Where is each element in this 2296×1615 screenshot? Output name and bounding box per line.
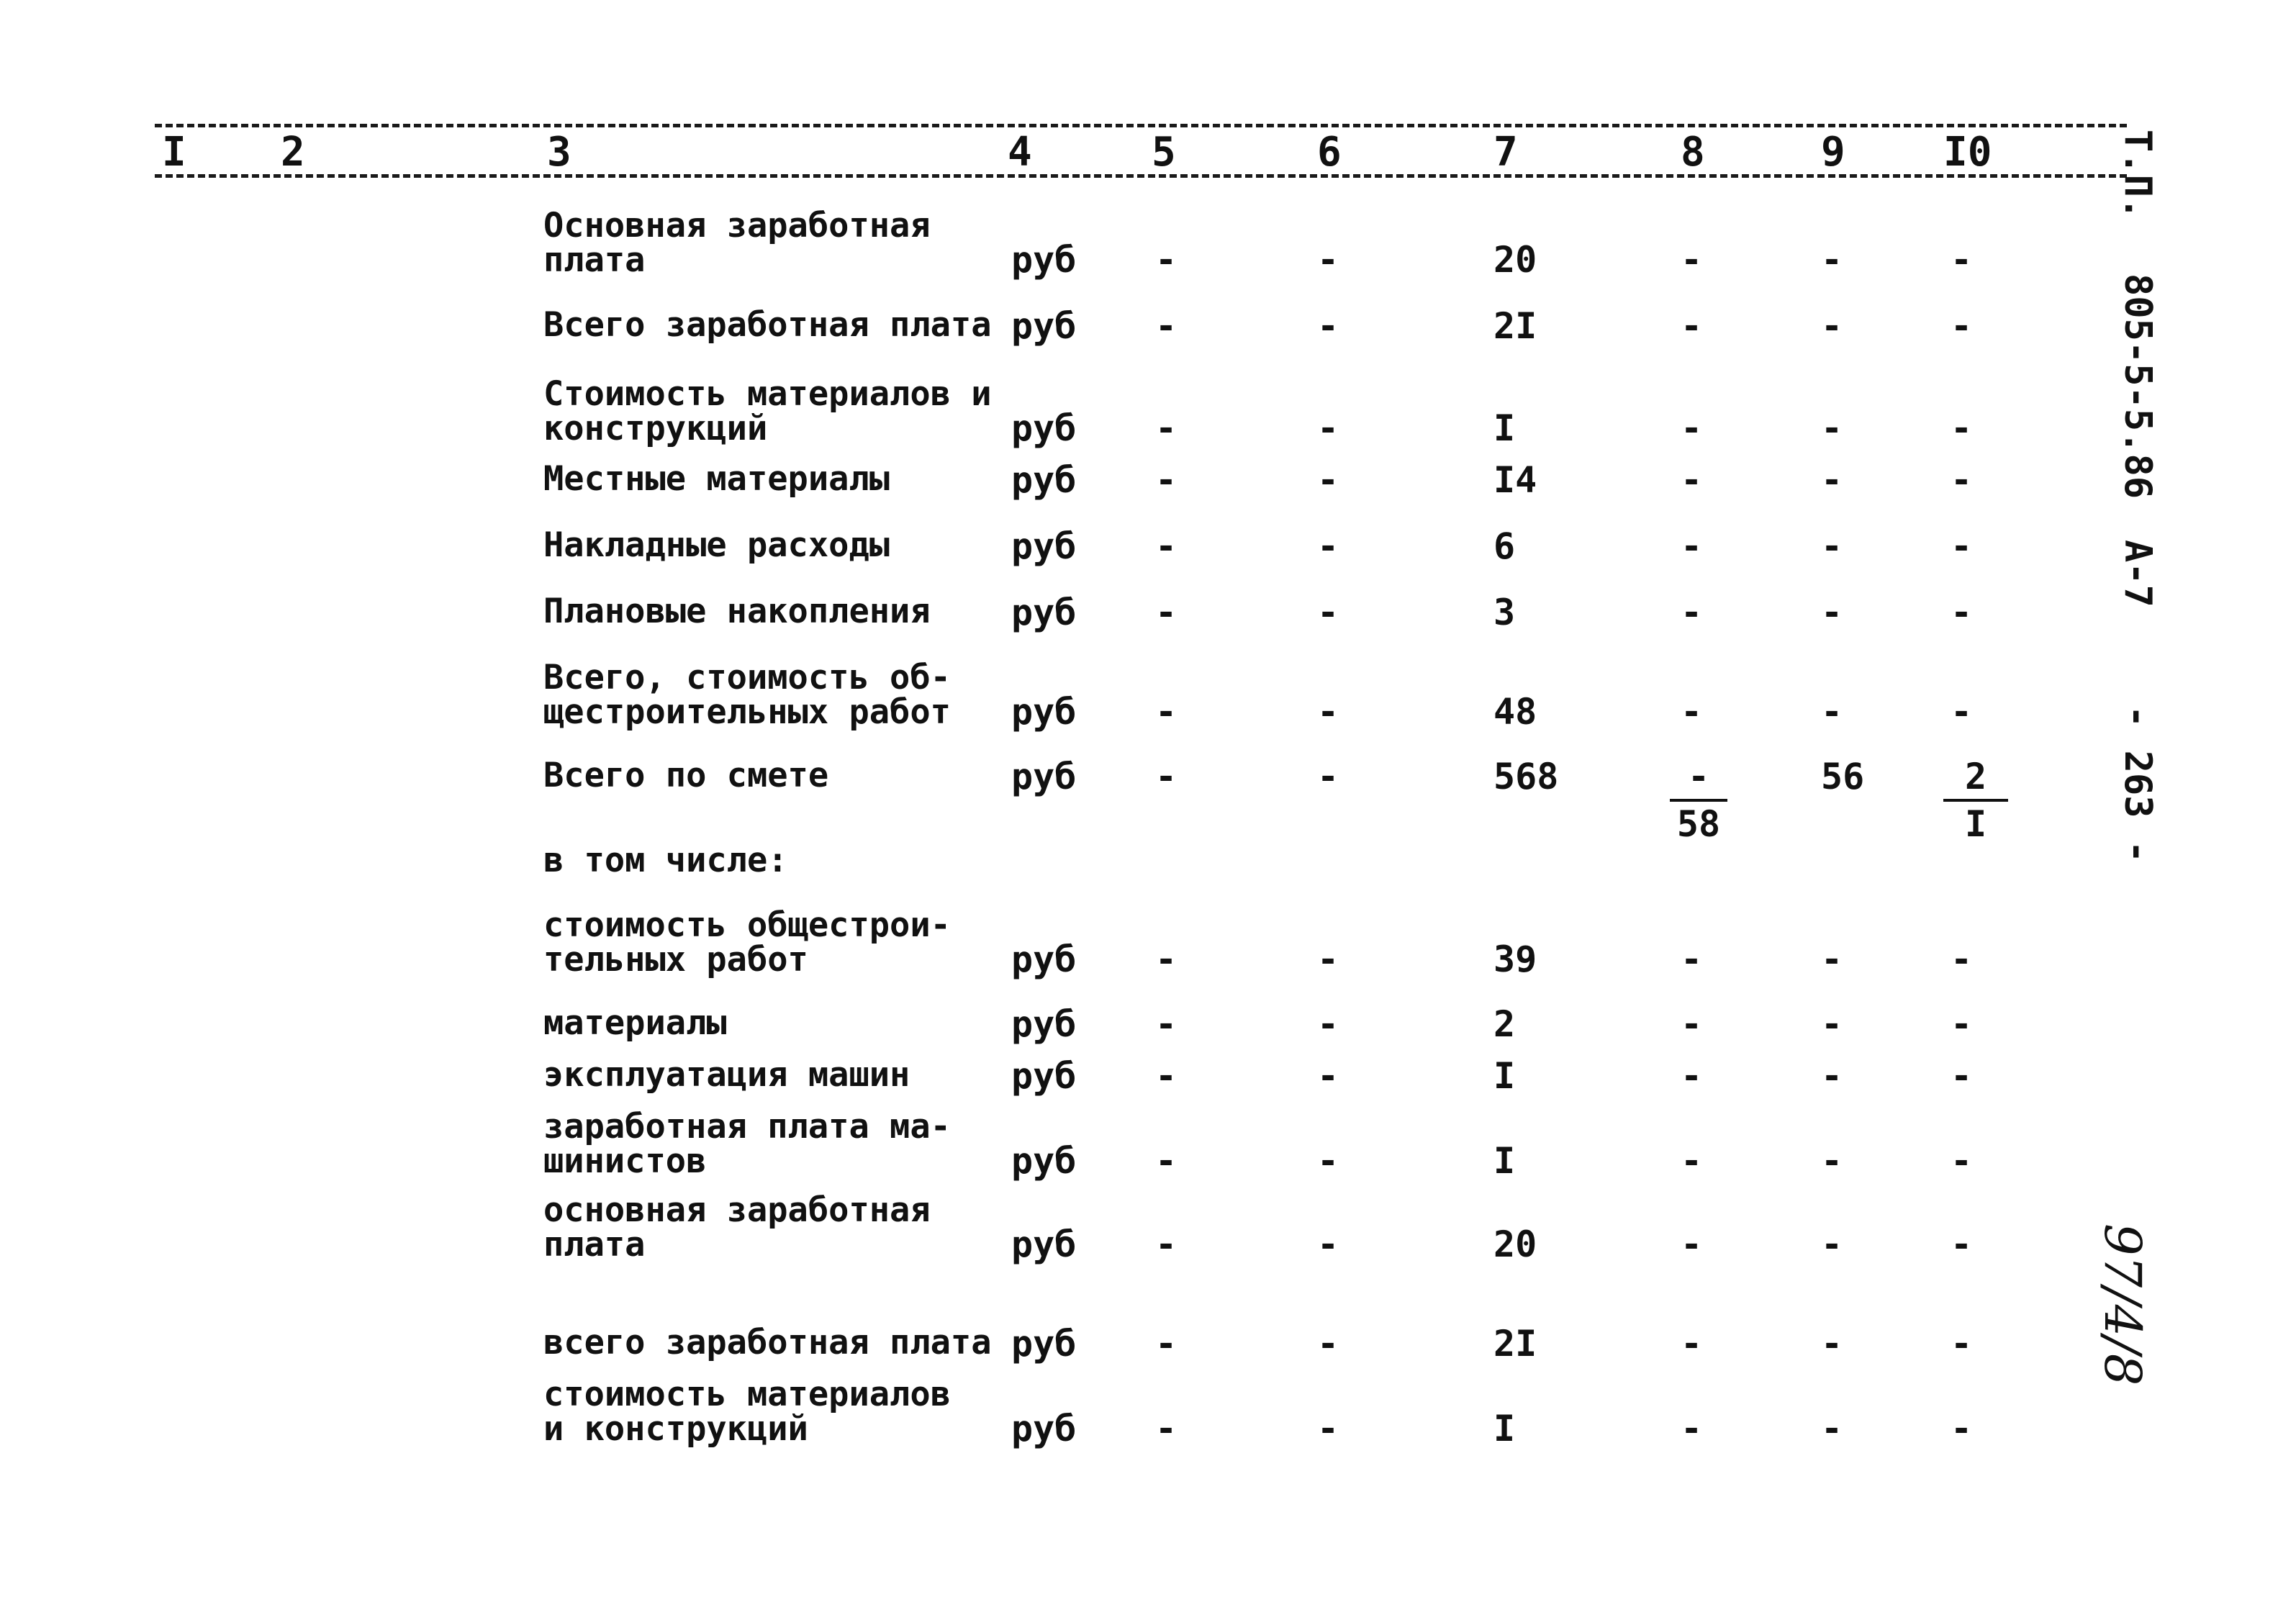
row-col10: -	[1951, 1223, 1973, 1265]
fraction-denominator: I	[1964, 803, 1987, 845]
row-col7: 568	[1493, 756, 1559, 797]
column-header-8: 8	[1681, 129, 1705, 176]
column-header-10: I0	[1943, 129, 1992, 176]
row-col10: -	[1951, 1003, 1973, 1045]
row-col5: -	[1155, 1223, 1178, 1265]
side-label-album: А-7	[2116, 540, 2159, 607]
row-col7: 6	[1493, 525, 1516, 567]
row-col10: -	[1951, 459, 1973, 501]
row-col5: -	[1155, 756, 1178, 797]
row-col5: -	[1155, 239, 1178, 281]
row-col6: -	[1317, 1408, 1339, 1449]
side-label-page: - 263 -	[2116, 705, 2159, 864]
row-col9: -	[1821, 459, 1843, 501]
row-description: материалы	[543, 1003, 727, 1043]
row-unit: руб	[1011, 1323, 1077, 1365]
row-col10: -	[1951, 525, 1973, 567]
row-description: Всего заработная плата	[543, 305, 992, 345]
row-col10: -	[1951, 1408, 1973, 1449]
row-col9: -	[1821, 1140, 1843, 1182]
row-description: всего заработная плата	[543, 1323, 992, 1362]
row-col5: -	[1155, 592, 1178, 633]
row-unit: руб	[1011, 938, 1077, 980]
row-col10-fraction	[1943, 756, 2008, 845]
row-col7: 20	[1493, 239, 1537, 281]
row-description: стоимость общестрои- тельных работ	[543, 905, 951, 980]
row-description: заработная плата ма- шинистов	[543, 1107, 951, 1181]
row-col5: -	[1155, 305, 1178, 347]
row-col7: 48	[1493, 691, 1537, 733]
row-description: Накладные расходы	[543, 525, 890, 565]
row-col8: -	[1681, 239, 1703, 281]
row-col5: -	[1155, 1323, 1178, 1365]
row-col5: -	[1155, 1408, 1178, 1449]
row-col9: -	[1821, 1223, 1843, 1265]
fraction-denominator: 58	[1676, 803, 1721, 845]
row-unit: руб	[1011, 1055, 1077, 1097]
row-col6: -	[1317, 1323, 1339, 1365]
row-col8: -	[1681, 1223, 1703, 1265]
row-col6: -	[1317, 756, 1339, 797]
row-col10: -	[1951, 592, 1973, 633]
row-col5: -	[1155, 691, 1178, 733]
row-col6: -	[1317, 407, 1339, 449]
row-unit: руб	[1011, 756, 1077, 797]
row-col8: -	[1681, 407, 1703, 449]
column-header-4: 4	[1008, 129, 1032, 176]
row-col7: I4	[1493, 459, 1537, 501]
row-unit: руб	[1011, 239, 1077, 281]
row-col6: -	[1317, 1003, 1339, 1045]
row-col8: -	[1681, 1003, 1703, 1045]
row-col9: 56	[1821, 756, 1865, 797]
row-col10: -	[1951, 305, 1973, 347]
row-col10: -	[1951, 239, 1973, 281]
row-col6: -	[1317, 691, 1339, 733]
row-col7: 3	[1493, 592, 1516, 633]
row-unit: руб	[1011, 691, 1077, 733]
row-col7: 2I	[1493, 305, 1537, 347]
side-label-tp: Т.П.	[2116, 130, 2159, 220]
row-col5: -	[1155, 1055, 1178, 1097]
row-description: Плановые накопления	[543, 592, 931, 631]
row-col9: -	[1821, 1408, 1843, 1449]
row-col9: -	[1821, 305, 1843, 347]
row-col7: I	[1493, 1408, 1516, 1449]
row-col8: -	[1681, 938, 1703, 980]
row-col8: -	[1681, 1055, 1703, 1097]
column-header-7: 7	[1493, 129, 1518, 176]
row-col6: -	[1317, 459, 1339, 501]
row-col10: -	[1951, 407, 1973, 449]
fraction-numerator: 2	[1964, 756, 1987, 797]
column-header-3: 3	[547, 129, 571, 176]
row-description: Местные материалы	[543, 459, 890, 499]
row-description: основная заработная плата	[543, 1190, 931, 1265]
row-col6: -	[1317, 592, 1339, 633]
row-unit: руб	[1011, 1408, 1077, 1449]
row-description: Основная заработная плата	[543, 206, 931, 280]
row-unit: руб	[1011, 459, 1077, 501]
column-header-6: 6	[1317, 129, 1342, 176]
row-description: эксплуатация машин	[543, 1055, 910, 1095]
row-col8: -	[1681, 305, 1703, 347]
row-unit: руб	[1011, 525, 1077, 567]
row-col6: -	[1317, 525, 1339, 567]
row-col9: -	[1821, 1323, 1843, 1365]
row-col6: -	[1317, 1055, 1339, 1097]
row-unit: руб	[1011, 1140, 1077, 1182]
row-col8: -	[1681, 1408, 1703, 1449]
row-col6: -	[1317, 239, 1339, 281]
row-col10: -	[1951, 1055, 1973, 1097]
row-col9: -	[1821, 239, 1843, 281]
row-col5: -	[1155, 407, 1178, 449]
row-col10: -	[1951, 691, 1973, 733]
row-description: Всего, стоимость об- щестроительных работ	[543, 658, 951, 732]
fraction-bar	[1943, 799, 2008, 802]
row-col9: -	[1821, 1055, 1843, 1097]
row-unit: руб	[1011, 407, 1077, 449]
row-col8: -	[1681, 459, 1703, 501]
column-header-1: I	[162, 129, 186, 176]
row-col9: -	[1821, 407, 1843, 449]
side-label-code: 805-5-5.86	[2116, 273, 2159, 499]
row-col9: -	[1821, 938, 1843, 980]
header-top-rule	[155, 124, 2127, 127]
row-col9: -	[1821, 592, 1843, 633]
section-subheading: в том числе:	[543, 841, 788, 880]
row-col10: -	[1951, 938, 1973, 980]
row-col9: -	[1821, 691, 1843, 733]
row-col10: -	[1951, 1323, 1973, 1365]
row-unit: руб	[1011, 592, 1077, 633]
row-col5: -	[1155, 1003, 1178, 1045]
row-unit: руб	[1011, 305, 1077, 347]
fraction-numerator: -	[1687, 756, 1710, 797]
row-col5: -	[1155, 525, 1178, 567]
row-col8: -	[1681, 525, 1703, 567]
row-col6: -	[1317, 305, 1339, 347]
row-unit: руб	[1011, 1223, 1077, 1265]
row-col6: -	[1317, 938, 1339, 980]
row-col7: I	[1493, 407, 1516, 449]
row-col6: -	[1317, 1140, 1339, 1182]
row-col5: -	[1155, 938, 1178, 980]
row-col7: I	[1493, 1140, 1516, 1182]
row-col8: -	[1681, 1140, 1703, 1182]
row-col8-fraction	[1670, 756, 1727, 845]
fraction-bar	[1670, 799, 1727, 802]
row-col5: -	[1155, 1140, 1178, 1182]
handwritten-note: 97/4/8	[2093, 1223, 2152, 1386]
row-description: Стоимость материалов и конструкций	[543, 374, 992, 448]
row-col7: 20	[1493, 1223, 1537, 1265]
row-description: стоимость материалов и конструкций	[543, 1375, 951, 1449]
row-description: Всего по смете	[543, 756, 829, 795]
row-col8: -	[1681, 691, 1703, 733]
row-col9: -	[1821, 1003, 1843, 1045]
row-col7: 39	[1493, 938, 1537, 980]
row-col7: I	[1493, 1055, 1516, 1097]
row-col6: -	[1317, 1223, 1339, 1265]
row-col10: -	[1951, 1140, 1973, 1182]
row-col8: -	[1681, 1323, 1703, 1365]
row-col5: -	[1155, 459, 1178, 501]
column-header-2: 2	[281, 129, 305, 176]
row-col7: 2I	[1493, 1323, 1537, 1365]
row-col8: -	[1681, 592, 1703, 633]
row-col9: -	[1821, 525, 1843, 567]
row-unit: руб	[1011, 1003, 1077, 1045]
column-header-9: 9	[1821, 129, 1845, 176]
row-col7: 2	[1493, 1003, 1516, 1045]
column-header-5: 5	[1152, 129, 1176, 176]
